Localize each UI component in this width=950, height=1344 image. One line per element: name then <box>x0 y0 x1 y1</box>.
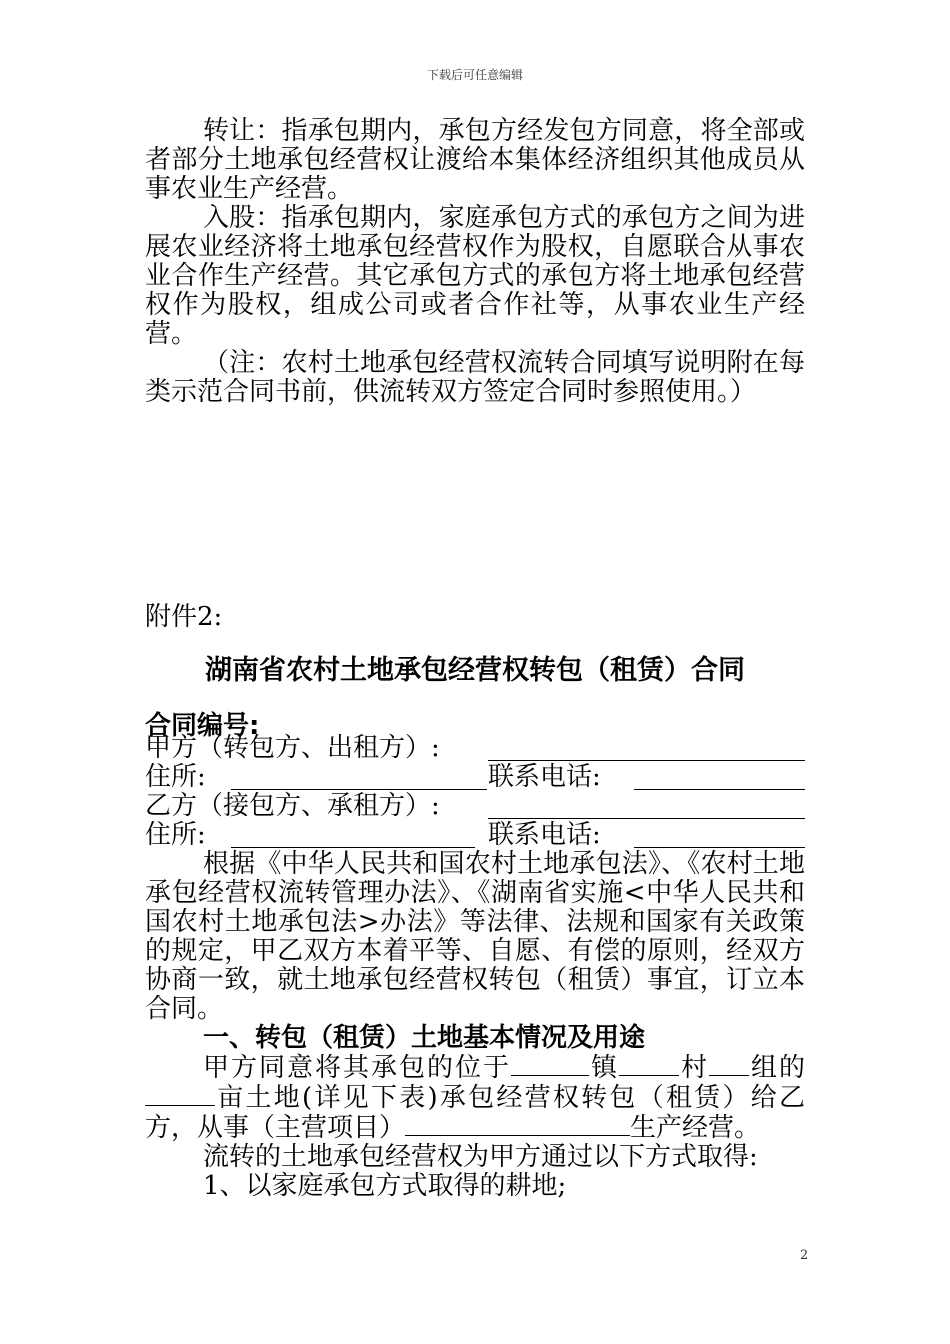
party-b-address-blank[interactable] <box>231 846 475 848</box>
text-fragment: 甲方同意将其承包的位于 <box>203 1053 511 1083</box>
preamble: 根据《中华人民共和国农村土地承包法》、《农村土地承包经营权流转管理办法》、《湖南省实施<中华人民共和国农村土地承包法>办法》等法律、法规和国家有关政策的规定，甲乙双方本着平等、自愿、有偿的原则，经双方协商一致，就土地承包经营权转包（租赁）事宜，订立本合同。 <box>145 849 805 1024</box>
appendix-label: 附件2: <box>145 602 223 632</box>
party-a-address-row <box>145 763 805 792</box>
text-fragment: 生产经营。 <box>630 1113 761 1143</box>
contract-number-label: 合同编号: <box>145 711 260 741</box>
page-number: 2 <box>800 1248 809 1263</box>
party-a-label: 甲方（转包方、出租方）: <box>145 733 440 763</box>
contract-body <box>145 850 805 1201</box>
party-b-address-label: 住所: <box>145 820 206 850</box>
definition-note: （注：农村土地承包经营权流转合同填写说明附在每类示范合同书前，供流转双方签定合同时参照使用。） <box>145 348 805 407</box>
section-1-heading: 一、转包（租赁）土地基本情况及用途 <box>203 1023 646 1053</box>
definition-transfer: 转让：指承包期内，承包方经发包方同意，将全部或者部分土地承包经营权让渡给本集体经济组织其他成员从事农业生产经营。 <box>145 116 805 204</box>
text-fragment: 镇 <box>588 1053 619 1083</box>
party-b-label: 乙方（接包方、承租方）: <box>145 791 440 821</box>
definition-share: 入股：指承包期内，家庭承包方式的承包方之间为进展农业经济将土地承包经营权作为股权，自愿联合从事农业合作生产经营。其它承包方式的承包方将土地承包经营权作为股权，组成公司或者合作社等，从事农业生产经营。 <box>145 203 805 349</box>
town-blank[interactable] <box>511 1053 589 1076</box>
main-project-blank[interactable] <box>405 1113 630 1136</box>
party-a-address-label: 住所: <box>145 762 206 792</box>
section-1-paragraph <box>145 1053 805 1143</box>
text-fragment: 组的 <box>748 1053 805 1083</box>
text-fragment: 亩土地(详见下表)承包经营权转包（租赁）给乙方，从事（主营项目） <box>145 1083 805 1143</box>
village-blank[interactable] <box>619 1053 679 1076</box>
header-note: 下载后可任意编辑 <box>426 68 523 82</box>
acreage-blank[interactable] <box>145 1083 215 1106</box>
contract-title: 湖南省农村土地承包经营权转包（租赁）合同 <box>205 655 745 686</box>
party-b-phone-blank[interactable] <box>634 846 805 848</box>
party-b-blank[interactable] <box>488 817 805 819</box>
party-a-phone-label: 联系电话: <box>488 762 601 792</box>
text-fragment: 村 <box>678 1053 709 1083</box>
party-b-address-row <box>145 821 805 850</box>
section-1-item-1: 1、以家庭承包方式取得的耕地; <box>203 1171 567 1201</box>
section-1-acquisition: 流转的土地承包经营权为甲方通过以下方式取得: <box>203 1142 758 1172</box>
definitions-block <box>145 117 805 407</box>
group-blank[interactable] <box>709 1053 749 1076</box>
party-a-row <box>145 734 805 763</box>
party-a-address-blank[interactable] <box>231 788 487 790</box>
party-a-phone-blank[interactable] <box>634 788 805 790</box>
party-b-phone-label: 联系电话: <box>488 820 601 850</box>
party-b-row <box>145 792 805 821</box>
party-a-blank[interactable] <box>488 759 805 761</box>
